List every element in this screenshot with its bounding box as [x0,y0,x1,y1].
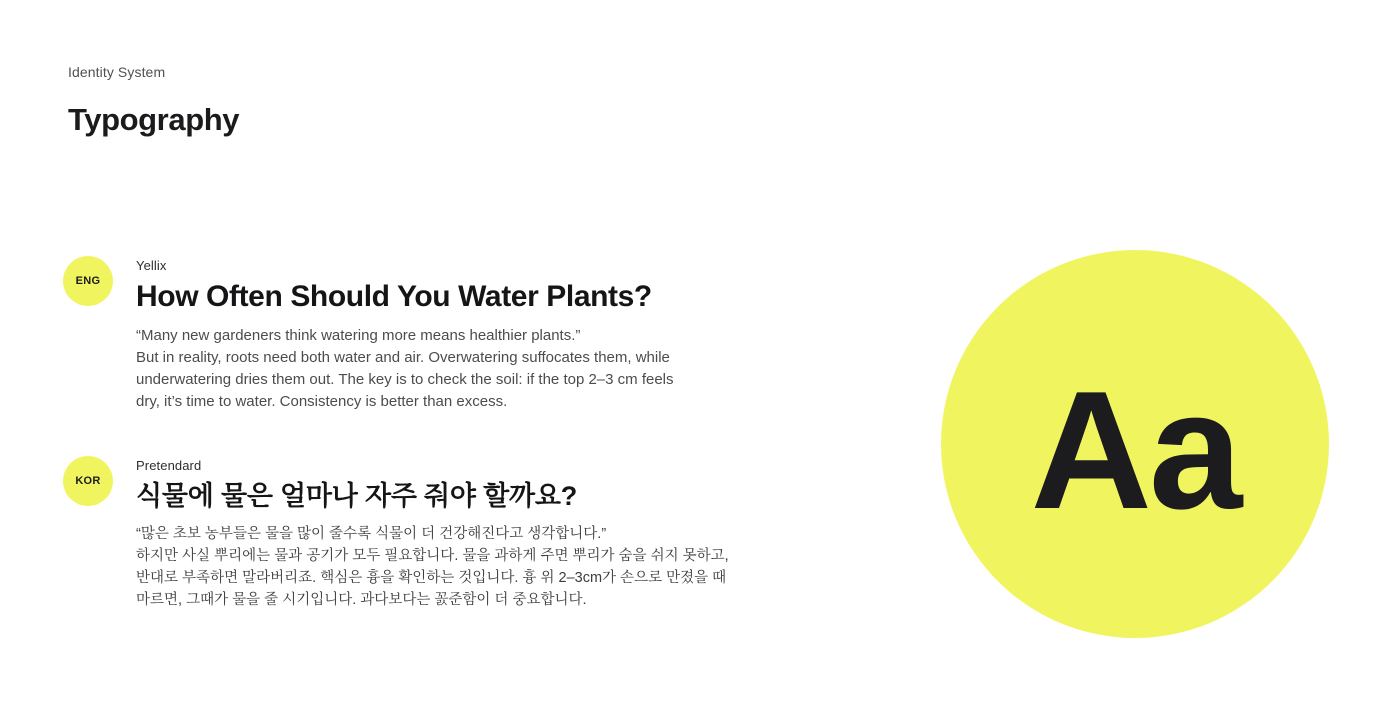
page-title: Typography [68,102,240,137]
body-line: 반대로 부족하면 말라버리죠. 핵심은 흉을 확인하는 것입니다. 흉 위 2–3cm가 손으로 만졌을 때 [136,570,727,586]
specimen-heading-kor: 식물에 물은 얼마나 자주 줘야 할까요? [136,481,578,511]
body-line: But in reality, roots need both water and air. Overwatering suffocates them, while [136,349,670,366]
type-specimen-english [63,256,674,413]
language-badge-eng: ENG [63,256,113,306]
body-line: underwatering dries them out. The key is to check the soil: if the top 2–3 cm feels [136,371,674,388]
body-line: dry, it’s time to water. Consistency is better than excess. [136,393,508,410]
specimen-heading-eng: How Often Should You Water Plants? [136,280,652,313]
specimen-body-kor [136,523,729,611]
page-header [68,64,239,137]
glyph-specimen-aa: Aa [1030,356,1240,544]
body-line: 마르면, 그때가 물을 줄 시기입니다. 과다보다는 꼸준함이 더 중요합니다. [136,592,587,608]
type-specimen-korean [63,456,729,611]
font-name-label-kor: Pretendard [136,458,202,473]
font-name-label-eng: Yellix [136,258,167,273]
body-line: 하지만 사실 뿌리에는 물과 공기가 모두 필요합니다. 물을 과하게 주면 뿌리가 숨을 쉬지 못하고, [136,548,729,564]
body-line: “많은 초보 농부들은 물을 많이 줄수록 식물이 더 건강해진다고 생각합니다.” [136,526,607,542]
section-eyebrow: Identity System [68,64,166,80]
specimen-content-kor [136,456,729,611]
specimen-content-eng [136,256,674,413]
body-line: “Many new gardeners think watering more means healthier plants.” [136,327,581,344]
specimen-body-eng [136,325,674,413]
language-badge-kor: KOR [63,456,113,506]
glyph-circle [941,250,1329,638]
